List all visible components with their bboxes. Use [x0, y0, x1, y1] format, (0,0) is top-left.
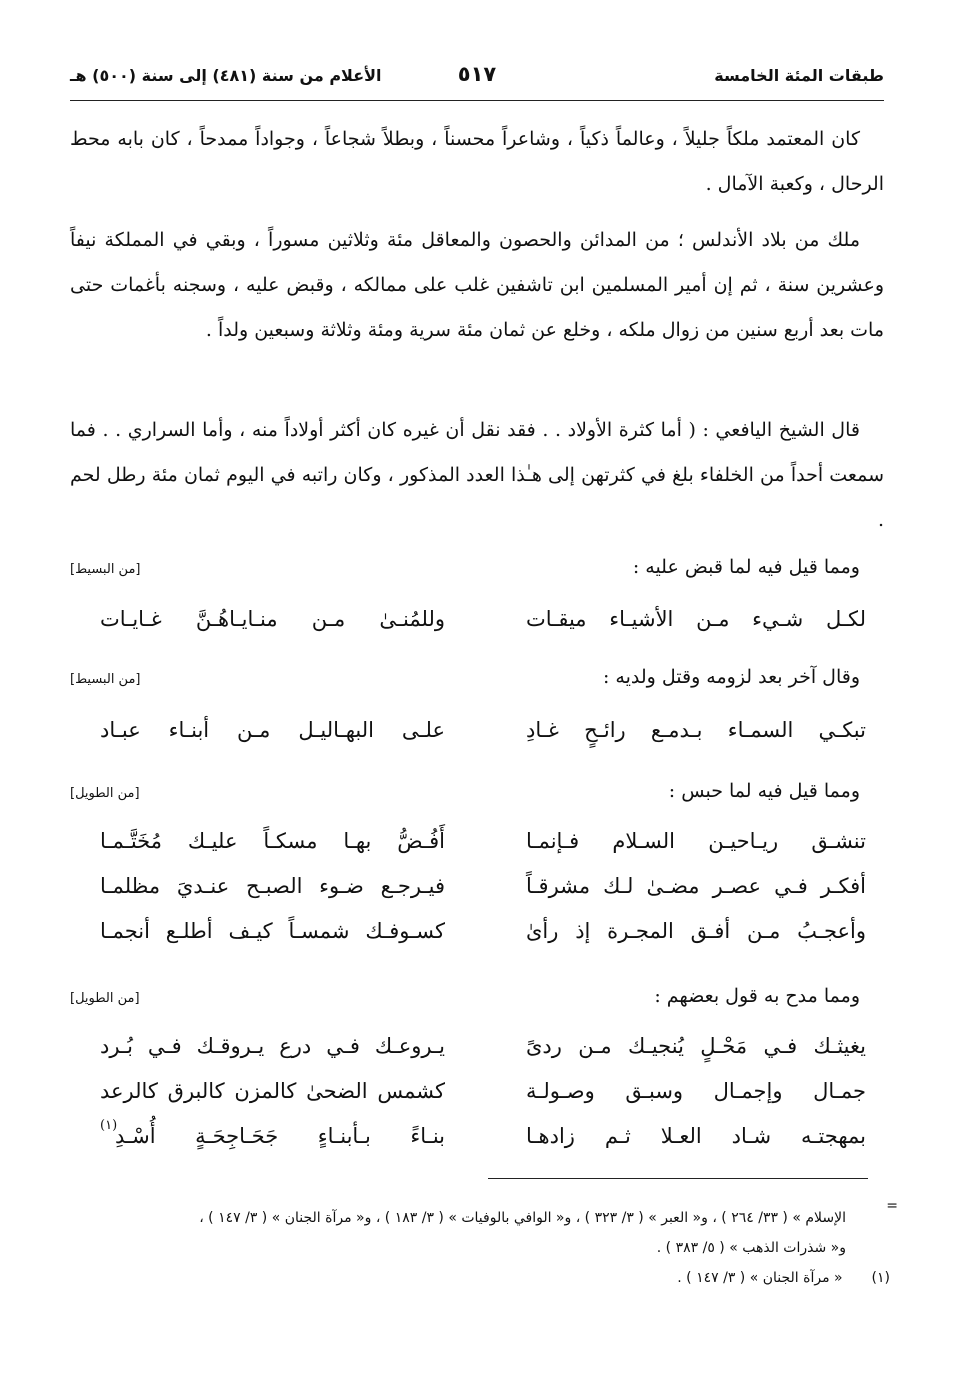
footnote-continuation-line: الإسلام » ( ٣٣/ ٢٦٤ ) ، و« العبر » ( ٣/ ٣٢٣ ) ، و« الوافي بالوفيات » ( ٣/ ١٨٣ ) ، و« مرآة الجنان » ( ٣/ ١٤٧ ) ،: [199, 1210, 846, 1226]
footnote-reference[interactable]: (١): [100, 1118, 118, 1133]
verse-second-hemistich: كسـوفـك شمسـاً كيـف أطلـع أنجمـا: [100, 919, 445, 943]
paragraph-3: قال الشيخ اليافعي : ( أما كثرة الأولاد . . فقد نقل أن غيره كان أكثر أولاداً منه ، وأما السراري . . فما سمعت أحداً من الخلفاء بلغ في كثرتهن إلى هـٰذا العدد المذكور ، وكان راتبه في اليوم ثمان مئة رطل لحم .: [70, 419, 884, 531]
header-volume-range: الأعلام من سنة (٤٨١) إلى سنة (٥٠٠) هـ: [70, 66, 382, 85]
verse-first-hemistich: أفكـر فـي عصـر مضـىٰ لـك مشرقـاً: [526, 874, 866, 898]
header-section-title: طبقات المئة الخامسة: [714, 66, 884, 85]
verse-line: [100, 1079, 866, 1119]
verse-first-hemistich: وأعجـبُ مـن أفـق المجـرة إذ رأىٰ: [526, 919, 866, 943]
verse-second-hemistich: بنـاءً بـأبنـاءٍ جَحَـاجِحَـةٍ أُسْـدِ: [115, 1124, 445, 1148]
verse-line: [100, 1034, 866, 1074]
verse-line: [100, 874, 866, 914]
header-rule: [70, 100, 884, 101]
verse-first-hemistich: يغيثـك فـي مَحْـلٍ يُنجيـك مـن ردىً: [526, 1034, 866, 1058]
verse-first-hemistich: لكـل شـيء مـن الأشيـاء ميقـات: [526, 607, 866, 631]
verse-line: [100, 829, 866, 869]
verse-first-hemistich: تنشـق ريـاحيـن السـلام فـإنمـا: [526, 829, 866, 853]
meter-tag: [من الطويل]: [70, 786, 140, 801]
verse-line: [100, 1118, 866, 1164]
page-number: ٥١٧: [457, 62, 497, 86]
verse-line: [100, 919, 866, 959]
verse-second-hemistich: يـروعـك فـي درع يـروقـك فـي بُـرد: [100, 1034, 445, 1058]
verse-line: [100, 718, 866, 758]
verse-second-hemistich: كشمس الضحىٰ كالمزن كالبرق كالرعد: [100, 1079, 445, 1103]
meter-tag: [من البسيط]: [70, 562, 141, 577]
verse-second-hemistich: فيـرجـع ضـوء الصبـح عنـديَ مظلمـا: [100, 874, 445, 898]
running-header: [70, 62, 884, 96]
poem-intro: ومما قيل فيه لما حبس :: [668, 780, 860, 802]
footnote-rule: [488, 1178, 868, 1179]
verse-line: [100, 607, 866, 647]
meter-tag: [من البسيط]: [70, 672, 141, 687]
paragraph-2: ملك من بلاد الأندلس ؛ من المدائن والحصون والمعاقل مئة وثلاثين مسوراً ، وبقي في المملكة نيفاً وعشرين سنة ، ثم إن أمير المسلمين ابن تاشفين غلب على ممالكه ، وقبض عليه ، وسجنه بأغمات حتى مات بعد أربع سنين من زوال ملكه ، وخلع عن ثمان مئة سرية ومئة وثلاثة وسبعين ولداً .: [70, 229, 884, 341]
verse-second-hemistich: وللمُنـىٰ مـن منـايـاهُـنَّ غـايـات: [100, 607, 445, 631]
footnote-1-number: (١): [871, 1270, 890, 1286]
footnote-1: [60, 1270, 890, 1286]
footnote-continuation-line: و« شذرات الذهب » ( ٥/ ٣٨٣ ) .: [656, 1240, 846, 1256]
paragraph-1: كان المعتمد ملكاً جليلاً ، وعالماً ذكياً ، وشاعراً محسناً ، وبطلاً شجاعاً ، وجواداً ممدحاً ، كان بابه محط الرحال ، وكعبة الآمال .: [70, 128, 884, 195]
verse-second-hemistich: أَفُـضُّ بهـا مسكـاً عليـك مُخَتَّـمـا: [100, 829, 445, 853]
meter-tag: [من الطويل]: [70, 991, 140, 1006]
poem-intro: ومما قيل فيه لما قبض عليه :: [632, 556, 860, 578]
footnote-1-text: « مرآة الجنان » ( ٣/ ١٤٧ ) .: [677, 1270, 843, 1286]
verse-second-hemistich: علـى البهـاليـل مـن أبنـاء عبـاد: [100, 718, 445, 742]
verse-first-hemistich: بمهجتـه شـاد العـلا ثـم زادهـا: [526, 1124, 866, 1148]
footnote-continuation-mark: =: [886, 1198, 898, 1214]
verse-first-hemistich: جمـال وإجمـال وسبـق وصـولـة: [526, 1079, 866, 1103]
poem-intro: وقال آخر بعد لزومه وقتل ولديه :: [602, 666, 860, 688]
poem-intro: ومما مدح به قول بعضهم :: [654, 985, 860, 1007]
verse-first-hemistich: تبكـي السمـاء بـدمـع رائـحٍ غـادِ: [526, 718, 866, 742]
